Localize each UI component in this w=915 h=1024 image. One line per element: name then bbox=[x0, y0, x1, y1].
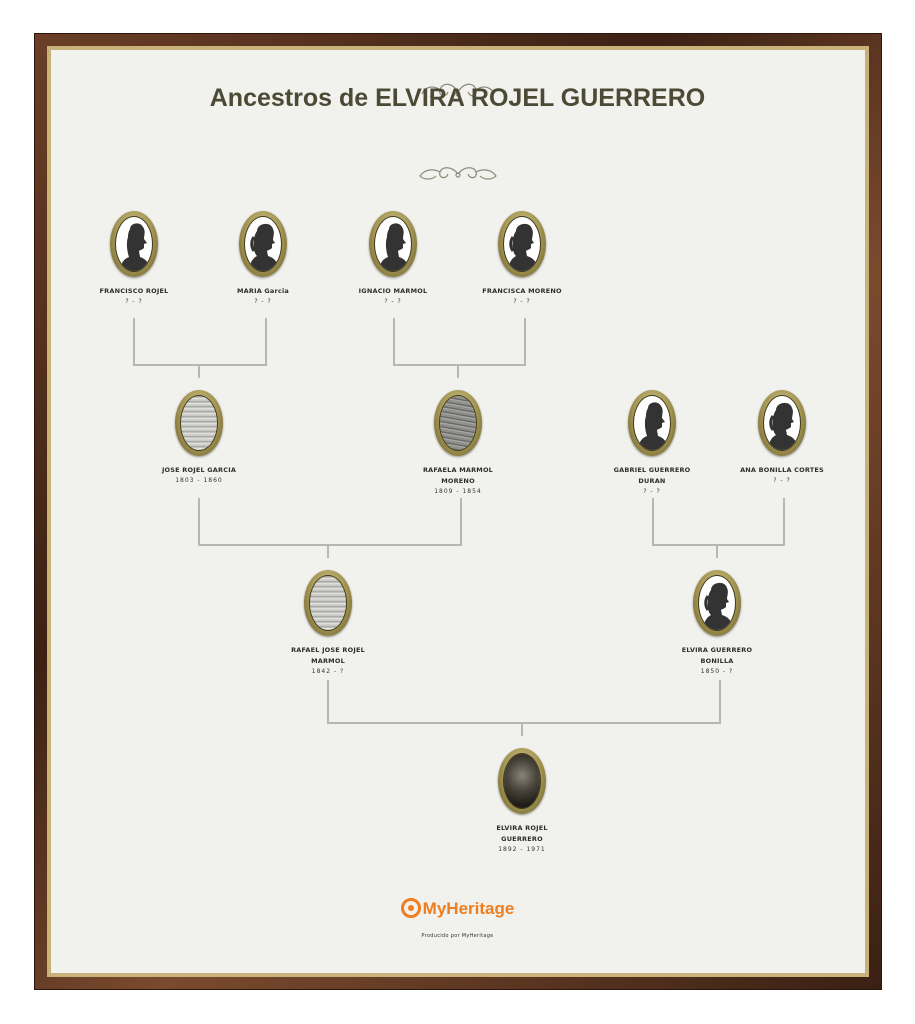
female-silhouette-icon bbox=[764, 396, 801, 451]
person-name-line2: GUERRERO bbox=[501, 835, 543, 843]
connector bbox=[457, 364, 459, 378]
female-silhouette-icon bbox=[699, 576, 736, 631]
person-name: MARIA Garcia bbox=[236, 287, 289, 295]
male-silhouette-icon bbox=[116, 217, 153, 272]
person-name: ANA BONILLA CORTES bbox=[740, 466, 824, 474]
portrait-medallion bbox=[175, 390, 223, 456]
male-silhouette-icon bbox=[375, 217, 412, 272]
person-name-line1: RAFAELA MARMOL bbox=[422, 466, 494, 474]
male-silhouette-icon bbox=[634, 396, 671, 451]
connector bbox=[198, 498, 462, 546]
connector bbox=[716, 544, 718, 558]
female-silhouette-icon bbox=[245, 217, 282, 272]
person-francisca-moreno[interactable] bbox=[457, 211, 587, 307]
portrait-medallion bbox=[304, 570, 352, 636]
connector bbox=[521, 722, 523, 736]
document-photo bbox=[181, 396, 217, 450]
person-name-line2: MARMOL bbox=[311, 657, 345, 665]
person-name-line2: BONILLA bbox=[700, 657, 734, 665]
connector bbox=[198, 364, 200, 378]
portrait-photo bbox=[504, 754, 540, 808]
portrait-medallion bbox=[628, 390, 676, 456]
page-title: Ancestros de ELVIRA ROJEL GUERRERO bbox=[209, 84, 706, 112]
person-elvira-guerrero-bonilla[interactable] bbox=[652, 570, 782, 677]
connector bbox=[133, 318, 267, 366]
person-name: FRANCISCO ROJEL bbox=[99, 287, 169, 295]
person-dates: ? - ? bbox=[643, 488, 661, 495]
portrait-medallion bbox=[498, 211, 546, 277]
person-dates: ? - ? bbox=[773, 477, 791, 484]
myheritage-logo-icon bbox=[401, 898, 421, 918]
portrait-medallion bbox=[369, 211, 417, 277]
portrait-medallion bbox=[110, 211, 158, 277]
person-jose-rojel-garcia[interactable] bbox=[134, 390, 264, 486]
bottom-ornament-icon bbox=[416, 164, 500, 184]
person-name: FRANCISCA MORENO bbox=[482, 287, 562, 295]
person-francisco-rojel[interactable] bbox=[69, 211, 199, 307]
person-elvira-rojel-guerrero[interactable] bbox=[457, 748, 587, 855]
portrait-medallion bbox=[239, 211, 287, 277]
person-dates: ? - ? bbox=[125, 298, 143, 305]
person-name-line2: DURAN bbox=[638, 477, 666, 485]
person-maria-garcia[interactable] bbox=[198, 211, 328, 307]
myheritage-logo[interactable] bbox=[0, 898, 915, 919]
connector bbox=[327, 544, 329, 558]
person-name-line1: GABRIEL GUERRERO bbox=[613, 466, 691, 474]
female-silhouette-icon bbox=[504, 217, 541, 272]
portrait-medallion bbox=[693, 570, 741, 636]
person-dates: ? - ? bbox=[513, 298, 531, 305]
person-name-line1: ELVIRA ROJEL bbox=[496, 824, 548, 832]
person-dates: ? - ? bbox=[384, 298, 402, 305]
person-name: JOSE ROJEL GARCIA bbox=[161, 466, 237, 474]
person-rafael-jose-rojel-marmol[interactable] bbox=[263, 570, 393, 677]
produced-by-text: Producido por MyHeritage bbox=[421, 933, 494, 939]
person-dates: 1842 - ? bbox=[311, 668, 345, 675]
person-name-line1: ELVIRA GUERRERO bbox=[681, 646, 753, 654]
document-photo bbox=[310, 576, 346, 630]
logo-text: MyHeritage bbox=[422, 899, 515, 918]
person-name: IGNACIO MARMOL bbox=[358, 287, 428, 295]
document-photo bbox=[440, 396, 476, 450]
connector bbox=[327, 680, 721, 724]
connector bbox=[652, 498, 785, 546]
person-name-line2: MORENO bbox=[441, 477, 475, 485]
person-rafaela-marmol-moreno[interactable] bbox=[393, 390, 523, 497]
person-gabriel-guerrero-duran[interactable] bbox=[587, 390, 717, 497]
portrait-medallion bbox=[758, 390, 806, 456]
person-dates: ? - ? bbox=[254, 298, 272, 305]
person-dates: 1809 - 1854 bbox=[434, 488, 482, 495]
person-dates: 1892 - 1971 bbox=[498, 846, 546, 853]
person-dates: 1803 - 1860 bbox=[175, 477, 223, 484]
portrait-medallion bbox=[434, 390, 482, 456]
connector bbox=[393, 318, 526, 366]
person-dates: 1850 - ? bbox=[700, 668, 734, 675]
person-ignacio-marmol[interactable] bbox=[328, 211, 458, 307]
person-name-line1: RAFAEL JOSE ROJEL bbox=[291, 646, 365, 654]
portrait-medallion bbox=[498, 748, 546, 814]
person-ana-bonilla-cortes[interactable] bbox=[717, 390, 847, 486]
